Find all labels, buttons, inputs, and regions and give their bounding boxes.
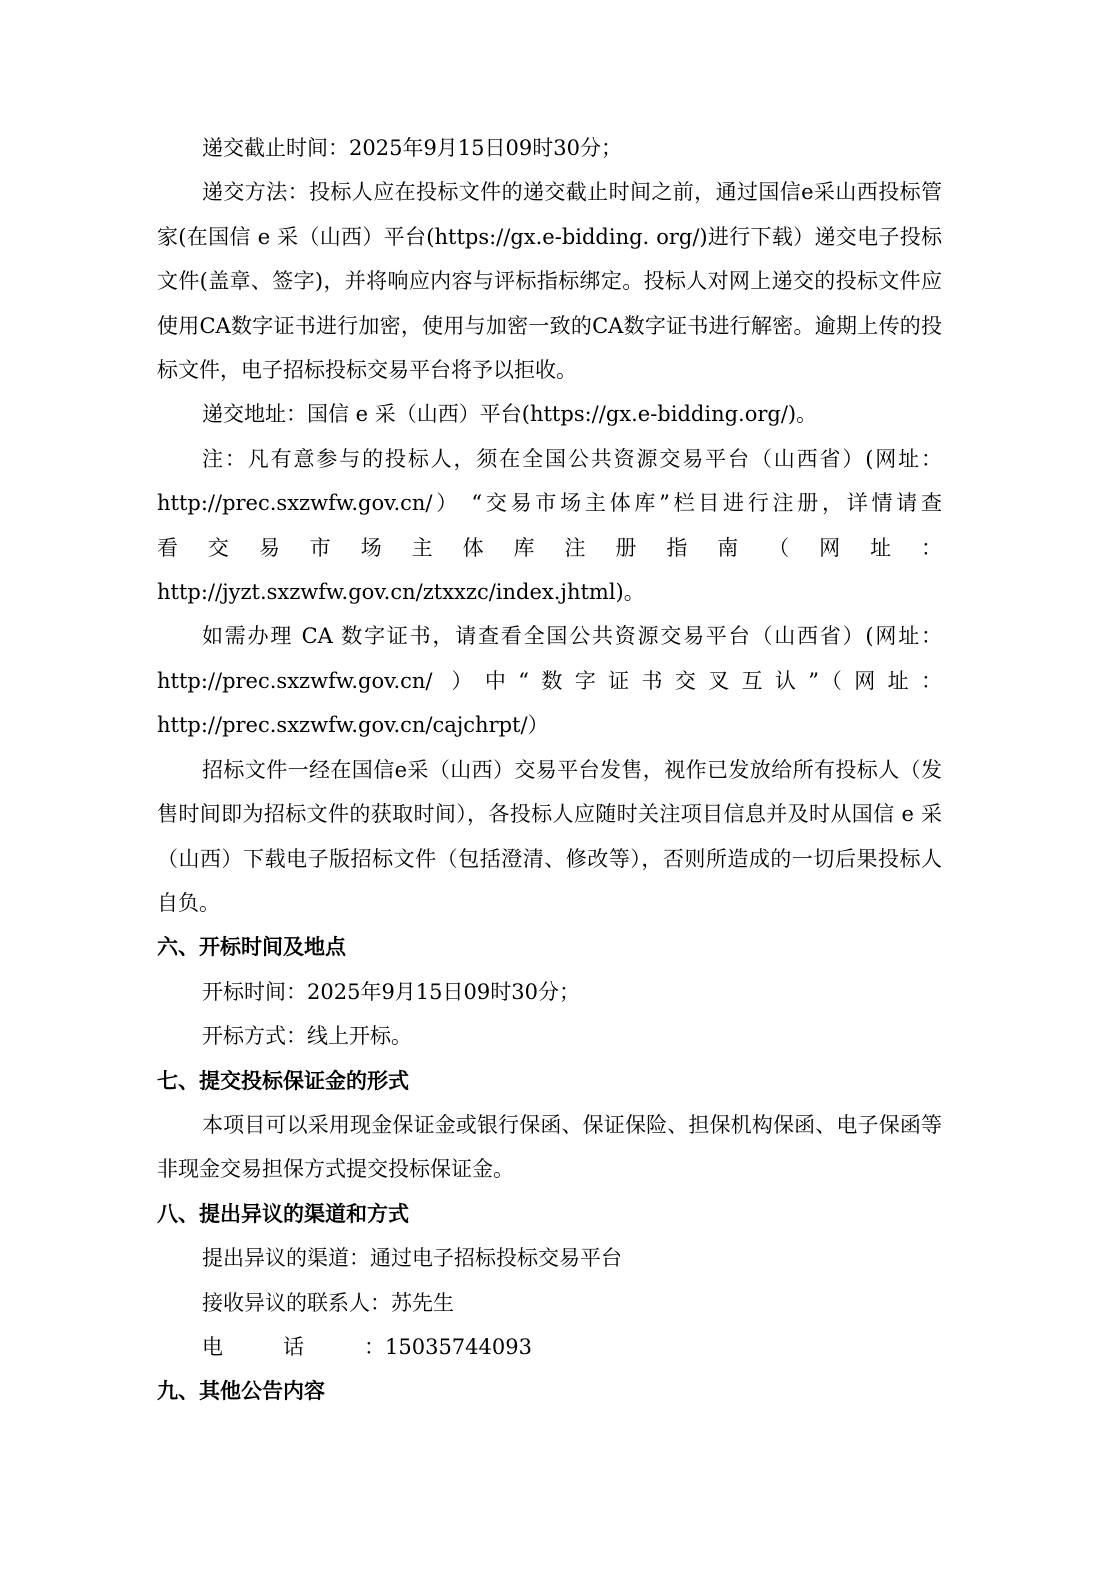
objection-contact: 接收异议的联系人：苏先生 [202,1290,454,1315]
deposit-form: 本项目可以采用现金保证金或银行保函、保证保险、担保机构保函、电子保函等非现金交易担保方式提交投标保证金。 [157,1112,942,1182]
ca-line-2: http://prec.sxzwfw.gov.cn/ ）中“数字证书交叉互认”（网址： [157,668,942,693]
note-line-4: http://jyzt.sxzwfw.gov.cn/ztxxzc/index.jhtml)。 [157,580,645,605]
submission-address: 递交地址：国信 e 采（山西）平台(https://gx.e-bidding.org/)。 [202,402,818,427]
opening-mode: 开标方式：线上开标。 [202,1024,412,1049]
section-8-heading: 八、提出异议的渠道和方式 [157,1201,409,1226]
section-7-heading: 七、提交投标保证金的形式 [157,1068,409,1093]
tender-document-sale: 招标文件一经在国信e采（山西）交易平台发售，视作已发放给所有投标人（发售时间即为招标文件的获取时间），各投标人应随时关注项目信息并及时从国信 e 采（山西）下载电子版招标文件（包括澄清、修改等），否则所造成的一切后果投标人自负。 [157,757,942,915]
note-line-1: 注：凡有意参与的投标人，须在全国公共资源交易平台（山西省）(网址： [202,446,942,471]
ca-line-1: 如需办理 CA 数字证书，请查看全国公共资源交易平台（山西省）(网址： [202,624,942,649]
submission-method: 递交方法：投标人应在投标文件的递交截止时间之前，通过国信e采山西投标管家(在国信 e 采（山西）平台(https://gx.e-bidding. org/)进行下载）递交电子投标文件(盖章、签字)，并将响应内容与评标指标绑定。投标人对网上递交的投标文件应使用CA数字证书进行加密，使用与加密一致的CA数字证书进行解密。逾期上传的投标文件，电子招标投标交易平台将予以拒收。 [157,180,942,383]
objection-phone [157,1325,942,1369]
ca-line-3: http://prec.sxzwfw.gov.cn/cajchrpt/） [157,713,549,738]
submission-deadline: 递交截止时间：2025年9月15日09时30分； [202,136,622,160]
section-6-heading: 六、开标时间及地点 [157,935,346,960]
section-9-heading: 九、其他公告内容 [157,1379,325,1404]
phone-number: 15035744093 [385,1334,532,1359]
phone-label: 电话： [202,1334,385,1359]
opening-time: 开标时间：2025年9月15日09时30分； [202,979,580,1004]
objection-channel: 提出异议的渠道：通过电子招标投标交易平台 [202,1246,622,1271]
document-page [157,126,942,1414]
note-line-2: http://prec.sxzwfw.gov.cn/） “交易市场主体库”栏目进行注册，详情请查 [157,491,942,516]
note-line-3: 看交易市场主体库注册指南（网址： [157,535,942,560]
